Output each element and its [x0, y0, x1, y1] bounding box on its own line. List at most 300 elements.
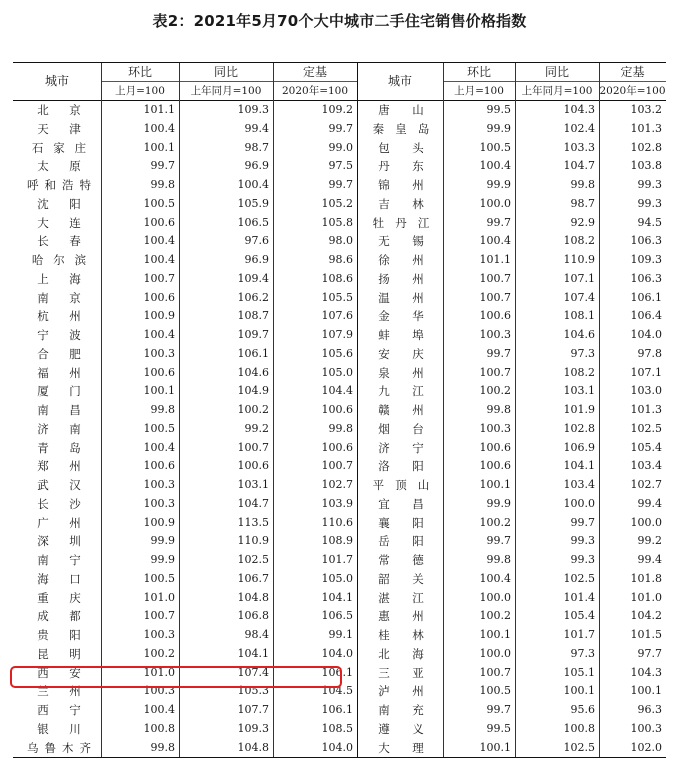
table-row	[13, 195, 666, 214]
yoy-value-left: 106.8	[237, 609, 269, 623]
city-name-right: 丹 东	[378, 159, 424, 174]
table-row	[13, 626, 666, 645]
mom-value-right: 99.8	[486, 403, 511, 416]
mom-value-right: 100.1	[479, 478, 511, 491]
city-name-right: 韶 关	[378, 571, 424, 586]
mom-value-left: 99.9	[150, 534, 175, 548]
city-name-right: 温 州	[378, 290, 424, 305]
yoy-value-right: 104.1	[563, 459, 595, 473]
table-row	[13, 439, 666, 458]
fixed-value-left: 99.7	[328, 121, 353, 135]
mom-value-left: 99.7	[150, 159, 175, 173]
mom-value-right: 100.2	[479, 515, 511, 529]
mom-value-left: 100.3	[143, 478, 175, 491]
mom-value-right: 100.5	[479, 140, 511, 154]
yoy-value-left: 102.5	[237, 553, 269, 566]
mom-value-left: 100.5	[143, 421, 175, 435]
fixed-value-right: 99.4	[637, 496, 662, 510]
yoy-value-left: 97.6	[244, 234, 269, 248]
table-row	[13, 739, 666, 758]
yoy-value-right: 100.1	[563, 684, 595, 698]
mom-value-left: 100.2	[143, 646, 175, 660]
mom-value-left: 99.9	[150, 553, 175, 566]
table-row	[13, 382, 666, 401]
yoy-value-left: 104.1	[237, 646, 269, 660]
fixed-value-left: 104.1	[321, 590, 353, 604]
table-row	[13, 176, 666, 195]
city-name-left: 石 家 庄	[31, 140, 87, 155]
fixed-value-right: 104.3	[630, 665, 662, 679]
yoy-value-right: 108.2	[563, 365, 595, 379]
yoy-value-right: 103.4	[563, 478, 595, 491]
city-name-right: 北 海	[378, 646, 424, 661]
yoy-header-left: 同比	[179, 63, 273, 82]
city-name-right: 安 庆	[378, 346, 424, 361]
fixed-value-left: 106.1	[321, 665, 353, 679]
table-row	[13, 232, 666, 251]
fixed-value-left: 105.2	[321, 196, 353, 210]
fixed-value-left: 104.0	[321, 740, 353, 754]
table-row	[13, 345, 666, 364]
mom-value-right: 100.2	[479, 384, 511, 398]
yoy-value-left: 100.4	[237, 178, 269, 191]
fixed-value-right: 106.1	[630, 290, 662, 304]
city-name-left: 贵 阳	[37, 628, 81, 642]
fixed-value-right: 109.3	[630, 253, 662, 266]
yoy-subheader-right: 上年同月=100	[521, 85, 593, 97]
yoy-value-right: 97.3	[570, 646, 595, 660]
mom-value-right: 100.1	[479, 740, 511, 754]
fixed-value-right: 103.0	[630, 384, 662, 398]
city-name-left: 呼 和 浩 特	[27, 178, 91, 192]
yoy-value-left: 104.8	[237, 590, 269, 604]
yoy-value-left: 104.9	[237, 384, 269, 398]
mom-value-left: 100.1	[143, 140, 175, 154]
mom-header-right: 环比	[443, 63, 515, 82]
city-header-left: 城市	[44, 74, 69, 88]
yoy-value-right: 108.2	[563, 234, 595, 248]
mom-value-left: 100.7	[143, 271, 175, 285]
mom-subheader-right: 上月=100	[454, 85, 504, 97]
yoy-value-right: 105.4	[563, 609, 595, 623]
mom-subheader-left: 上月=100	[115, 85, 165, 97]
city-name-left: 天 津	[37, 121, 81, 136]
table-row	[13, 139, 666, 158]
fixed-value-left: 104.5	[321, 684, 353, 698]
fixed-value-left: 100.6	[321, 440, 353, 454]
fixed-value-left: 99.0	[328, 140, 353, 154]
fixed-value-left: 103.9	[321, 496, 353, 510]
fixed-value-right: 102.8	[630, 140, 662, 154]
city-name-left: 太 原	[37, 159, 81, 174]
fixed-value-right: 101.5	[630, 628, 662, 641]
city-name-right: 常 德	[378, 553, 424, 567]
city-name-left: 合 肥	[37, 346, 81, 361]
mom-value-right: 99.9	[486, 496, 511, 510]
mom-value-left: 100.4	[143, 703, 175, 716]
fixed-value-left: 100.7	[321, 459, 353, 473]
yoy-value-left: 100.6	[237, 459, 269, 473]
yoy-value-left: 107.7	[237, 703, 269, 716]
mom-value-left: 100.4	[143, 328, 175, 341]
table-row	[13, 270, 666, 289]
yoy-value-left: 106.5	[237, 215, 269, 229]
fixed-value-right: 106.4	[630, 309, 662, 323]
mom-value-left: 100.6	[143, 365, 175, 379]
mom-value-left: 101.0	[143, 590, 175, 604]
table-row	[13, 101, 666, 120]
mom-value-left: 100.3	[143, 496, 175, 510]
mom-value-right: 99.9	[486, 121, 511, 135]
fixed-value-left: 110.6	[321, 515, 353, 529]
mom-value-left: 100.6	[143, 215, 175, 229]
fixed-value-left: 99.7	[328, 178, 353, 191]
table-header	[13, 63, 666, 101]
yoy-value-right: 99.3	[570, 553, 595, 566]
mom-value-right: 100.7	[479, 665, 511, 679]
table-row	[13, 532, 666, 551]
mom-value-left: 100.4	[143, 234, 175, 248]
fixed-value-left: 99.8	[328, 421, 353, 435]
yoy-value-right: 99.7	[570, 515, 595, 529]
yoy-value-right: 97.3	[570, 346, 595, 360]
mom-value-left: 100.3	[143, 628, 175, 641]
mom-value-right: 99.8	[486, 553, 511, 566]
table-row	[13, 364, 666, 383]
city-name-right: 平 顶 山	[372, 478, 430, 492]
fixed-value-left: 105.8	[321, 215, 353, 229]
yoy-value-left: 104.7	[237, 496, 269, 510]
column-divider	[101, 63, 102, 757]
column-divider	[273, 63, 274, 757]
city-name-right: 遵 义	[378, 721, 424, 736]
mom-value-left: 100.9	[143, 309, 175, 323]
mom-value-right: 100.7	[479, 271, 511, 285]
fixed-value-right: 107.1	[630, 365, 662, 379]
city-name-left: 宁 波	[37, 328, 81, 342]
city-name-left: 郑 州	[37, 459, 81, 474]
mom-value-right: 100.7	[479, 365, 511, 379]
fixed-value-right: 101.8	[630, 571, 662, 585]
mom-value-left: 99.8	[150, 740, 175, 754]
mom-value-right: 100.3	[479, 421, 511, 435]
fixed-value-right: 105.4	[630, 440, 662, 454]
fixed-value-right: 103.8	[630, 159, 662, 173]
yoy-value-left: 106.2	[237, 290, 269, 304]
table-row	[13, 701, 666, 720]
table-row	[13, 251, 666, 270]
city-name-right: 徐 州	[378, 253, 424, 267]
yoy-value-left: 107.4	[237, 665, 269, 679]
yoy-value-left: 109.3	[237, 103, 269, 116]
mom-value-right: 100.4	[479, 234, 511, 248]
mom-value-right: 100.1	[479, 628, 511, 641]
fixed-header-right: 定基	[599, 63, 666, 82]
mom-value-left: 101.0	[143, 665, 175, 679]
highlight-box-xian	[10, 666, 342, 688]
yoy-value-right: 110.9	[563, 253, 595, 266]
table-title: 表2：2021年5月70个大中城市二手住宅销售价格指数	[152, 12, 527, 30]
city-name-right: 包 头	[378, 140, 424, 155]
yoy-value-left: 110.9	[237, 534, 269, 548]
city-name-right: 湛 江	[378, 590, 424, 605]
city-name-right: 宜 昌	[378, 496, 424, 511]
yoy-value-right: 106.9	[563, 440, 595, 454]
fixed-value-left: 105.5	[321, 290, 353, 304]
table-row	[13, 214, 666, 233]
yoy-value-right: 108.1	[563, 309, 595, 323]
city-name-left: 兰 州	[37, 684, 81, 699]
table-row	[13, 401, 666, 420]
fixed-value-left: 105.0	[321, 571, 353, 585]
table-body	[13, 101, 666, 757]
table-row	[13, 570, 666, 589]
mom-value-right: 100.0	[479, 590, 511, 604]
yoy-value-left: 109.4	[237, 271, 269, 285]
city-name-right: 洛 阳	[378, 459, 424, 474]
yoy-value-right: 102.4	[563, 121, 595, 135]
column-divider	[179, 63, 180, 757]
table-row	[13, 307, 666, 326]
mom-value-right: 99.7	[486, 346, 511, 360]
fixed-value-right: 104.0	[630, 328, 662, 341]
yoy-value-right: 104.7	[563, 159, 595, 173]
mom-value-left: 99.8	[150, 178, 175, 191]
yoy-header-right: 同比	[515, 63, 599, 82]
city-name-left: 广 州	[37, 515, 81, 530]
mom-value-right: 99.5	[486, 103, 511, 116]
mom-value-left: 100.6	[143, 459, 175, 473]
fixed-value-left: 98.6	[328, 253, 353, 266]
yoy-value-right: 103.3	[563, 140, 595, 154]
fixed-value-right: 94.5	[637, 215, 662, 229]
mom-value-right: 99.5	[486, 721, 511, 735]
table-row	[13, 476, 666, 495]
city-name-left: 南 宁	[37, 553, 81, 567]
yoy-value-right: 105.1	[563, 665, 595, 679]
city-name-right: 大 理	[378, 740, 424, 755]
yoy-value-left: 99.2	[244, 421, 269, 435]
yoy-value-left: 100.7	[237, 440, 269, 454]
mom-value-left: 100.4	[143, 440, 175, 454]
table-row	[13, 495, 666, 514]
table-row	[13, 420, 666, 439]
city-name-right: 吉 林	[378, 196, 424, 211]
city-name-left: 沈 阳	[37, 196, 81, 211]
fixed-value-right: 101.0	[630, 590, 662, 604]
city-name-left: 青 岛	[37, 440, 81, 455]
city-name-left: 北 京	[37, 103, 81, 117]
table-row	[13, 607, 666, 626]
city-name-left: 海 口	[37, 571, 81, 586]
mom-value-right: 100.2	[479, 609, 511, 623]
mom-value-left: 100.3	[143, 346, 175, 360]
table-row	[13, 289, 666, 308]
city-name-left: 深 圳	[37, 534, 81, 549]
fixed-header-left: 定基	[273, 63, 357, 82]
table-row	[13, 720, 666, 739]
yoy-value-left: 113.5	[237, 515, 269, 529]
yoy-value-left: 108.7	[237, 309, 269, 323]
mom-value-left: 100.4	[143, 121, 175, 135]
fixed-value-right: 97.7	[637, 646, 662, 660]
fixed-value-left: 104.4	[321, 384, 353, 398]
yoy-value-left: 96.9	[244, 253, 269, 266]
mom-value-right: 100.0	[479, 196, 511, 210]
yoy-value-right: 100.0	[563, 496, 595, 510]
yoy-value-right: 102.8	[563, 421, 595, 435]
city-name-right: 桂 林	[378, 628, 424, 642]
table-row	[13, 514, 666, 533]
fixed-value-right: 106.3	[630, 271, 662, 285]
mom-value-right: 100.7	[479, 290, 511, 304]
fixed-value-left: 104.0	[321, 646, 353, 660]
yoy-value-left: 98.7	[244, 140, 269, 154]
mom-value-left: 100.9	[143, 515, 175, 529]
yoy-value-right: 92.9	[570, 215, 595, 229]
column-divider	[443, 63, 444, 757]
yoy-value-left: 99.4	[244, 121, 269, 135]
yoy-value-left: 98.4	[244, 628, 269, 641]
mom-value-right: 100.6	[479, 440, 511, 454]
table-row	[13, 157, 666, 176]
mom-value-right: 100.3	[479, 328, 511, 341]
fixed-value-left: 97.5	[328, 159, 353, 173]
table-row	[13, 326, 666, 345]
city-name-left: 昆 明	[37, 646, 81, 661]
city-name-right: 唐 山	[378, 103, 424, 117]
city-name-right: 泉 州	[378, 365, 424, 380]
fixed-value-right: 106.3	[630, 234, 662, 248]
column-divider	[515, 63, 516, 757]
city-name-right: 济 宁	[378, 440, 424, 455]
city-name-right: 扬 州	[378, 271, 424, 286]
fixed-value-left: 101.7	[321, 553, 353, 566]
fixed-value-left: 99.1	[328, 628, 353, 641]
mom-value-left: 101.1	[143, 103, 175, 116]
yoy-value-left: 105.9	[237, 196, 269, 210]
city-name-right: 秦 皇 岛	[372, 121, 430, 136]
city-name-left: 杭 州	[37, 309, 81, 324]
city-name-left: 福 州	[37, 365, 81, 380]
fixed-value-right: 99.3	[637, 178, 662, 191]
city-name-right: 锦 州	[378, 178, 424, 192]
city-name-left: 乌 鲁 木 齐	[27, 740, 91, 755]
fixed-value-right: 103.4	[630, 459, 662, 473]
city-name-right: 岳 阳	[378, 534, 424, 549]
mom-value-left: 100.8	[143, 721, 175, 735]
yoy-value-right: 101.7	[563, 628, 595, 641]
mom-value-left: 100.7	[143, 609, 175, 623]
table-row	[13, 551, 666, 570]
fixed-value-right: 100.3	[630, 721, 662, 735]
yoy-value-left: 105.3	[237, 684, 269, 698]
yoy-value-right: 104.6	[563, 328, 595, 341]
city-name-left: 上 海	[37, 271, 81, 286]
yoy-value-left: 104.6	[237, 365, 269, 379]
mom-value-right: 100.4	[479, 571, 511, 585]
yoy-value-right: 103.1	[563, 384, 595, 398]
yoy-value-right: 99.8	[570, 178, 595, 191]
table-row	[13, 645, 666, 664]
city-name-left: 大 连	[37, 215, 81, 230]
city-name-right: 九 江	[378, 384, 424, 399]
yoy-value-right: 95.6	[570, 703, 595, 716]
mom-value-right: 99.7	[486, 215, 511, 229]
table-row	[13, 120, 666, 139]
fixed-value-right: 104.2	[630, 609, 662, 623]
mom-value-left: 100.4	[143, 253, 175, 266]
half-divider	[357, 63, 358, 757]
fixed-subheader-left: 2020年=100	[281, 85, 349, 97]
yoy-value-left: 106.7	[237, 571, 269, 585]
mom-value-right: 99.9	[486, 178, 511, 191]
mom-value-right: 100.6	[479, 459, 511, 473]
city-name-left: 长 沙	[37, 496, 81, 511]
city-header-right: 城市	[387, 74, 412, 88]
fixed-value-right: 99.4	[637, 553, 662, 566]
mom-value-left: 100.5	[143, 196, 175, 210]
city-name-right: 牡 丹 江	[372, 215, 430, 230]
fixed-value-left: 106.5	[321, 609, 353, 623]
fixed-value-right: 100.0	[630, 515, 662, 529]
fixed-value-left: 107.9	[321, 328, 353, 341]
yoy-value-right: 102.5	[563, 571, 595, 585]
yoy-value-left: 104.8	[237, 740, 269, 754]
city-name-left: 西 宁	[37, 703, 81, 717]
mom-value-right: 99.7	[486, 703, 511, 716]
fixed-value-right: 103.2	[630, 103, 662, 116]
fixed-value-right: 102.0	[630, 740, 662, 754]
fixed-value-left: 108.9	[321, 534, 353, 548]
table-row	[13, 457, 666, 476]
fixed-value-left: 98.0	[328, 234, 353, 248]
city-name-right: 泸 州	[378, 684, 424, 699]
yoy-value-right: 101.9	[563, 403, 595, 416]
city-name-right: 蚌 埠	[378, 328, 424, 342]
fixed-value-left: 108.5	[321, 721, 353, 735]
mom-value-right: 101.1	[479, 253, 511, 266]
city-name-right: 三 亚	[378, 665, 424, 680]
city-name-right: 襄 阳	[378, 515, 424, 530]
fixed-value-right: 99.3	[637, 196, 662, 210]
city-name-right: 金 华	[378, 309, 424, 324]
fixed-value-right: 101.3	[630, 403, 662, 416]
yoy-value-right: 101.4	[563, 590, 595, 604]
mom-value-right: 100.5	[479, 684, 511, 698]
yoy-value-left: 96.9	[244, 159, 269, 173]
yoy-value-right: 100.8	[563, 721, 595, 735]
yoy-value-right: 107.1	[563, 271, 595, 285]
city-name-left: 南 昌	[37, 403, 81, 417]
mom-value-left: 99.8	[150, 403, 175, 416]
yoy-value-left: 109.3	[237, 721, 269, 735]
yoy-value-right: 98.7	[570, 196, 595, 210]
yoy-value-left: 109.7	[237, 328, 269, 341]
fixed-value-right: 101.3	[630, 121, 662, 135]
table-row	[13, 589, 666, 608]
mom-value-right: 100.6	[479, 309, 511, 323]
city-name-right: 惠 州	[378, 609, 424, 624]
city-name-left: 哈 尔 滨	[31, 253, 87, 267]
city-name-right: 烟 台	[378, 421, 424, 436]
fixed-value-right: 100.1	[630, 684, 662, 698]
city-name-left: 成 都	[37, 609, 81, 624]
mom-header-left: 环比	[101, 63, 179, 82]
city-name-left: 西 安	[37, 665, 81, 680]
yoy-value-right: 99.3	[570, 534, 595, 548]
fixed-value-left: 105.6	[321, 346, 353, 360]
